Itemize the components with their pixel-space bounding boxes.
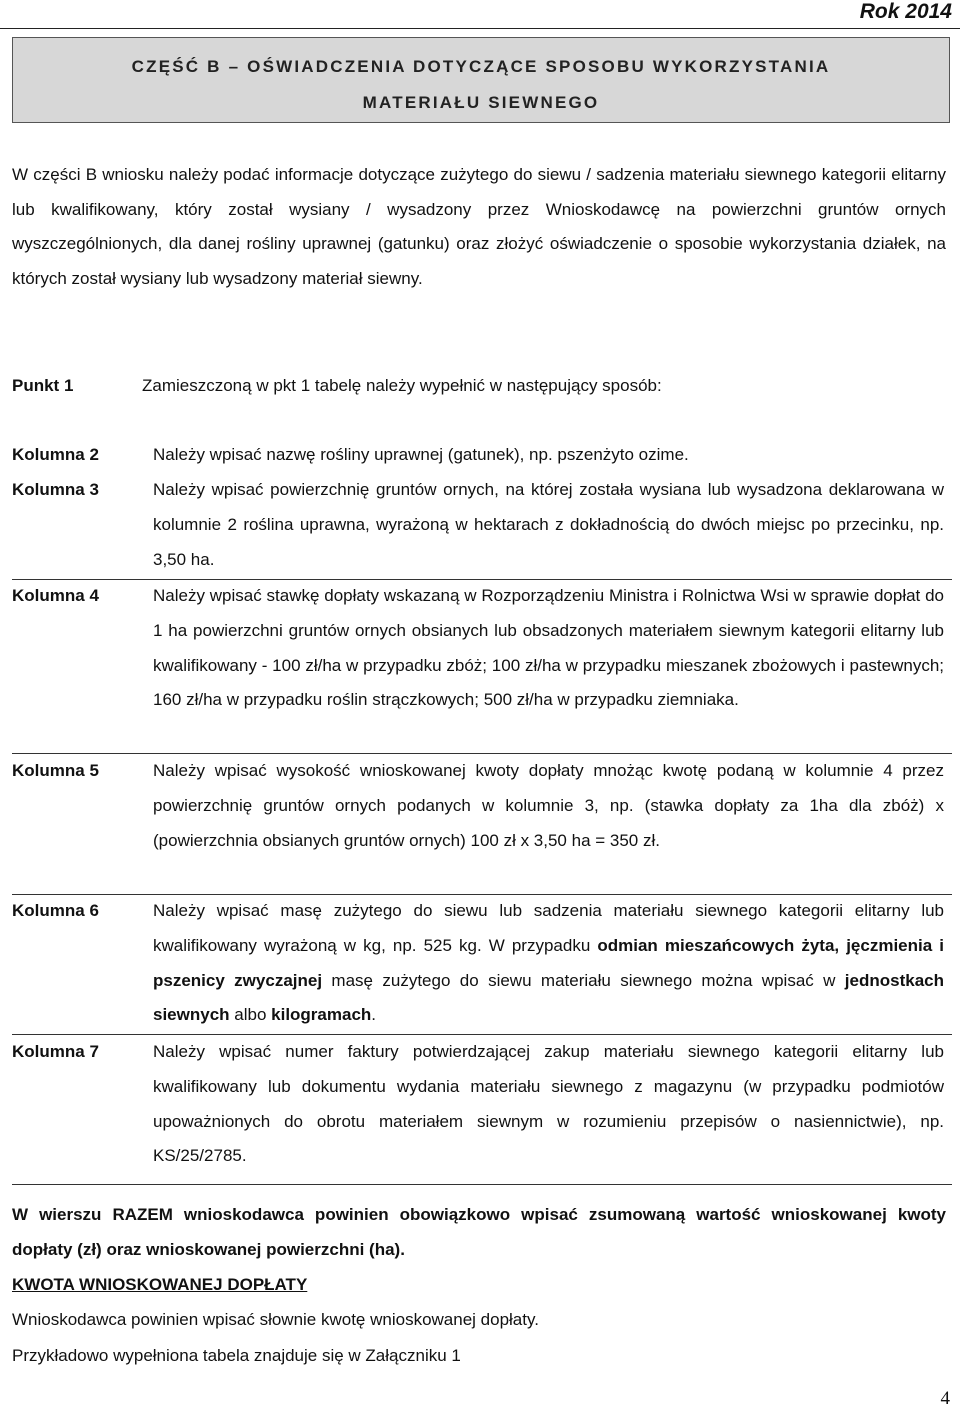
column-6-text: . [371,1005,377,1025]
column-2-text: Należy wpisać nazwę rośliny uprawnej (gatunek), np. pszenżyto ozime. [153,445,689,464]
kwota-heading: KWOTA WNIOSKOWANEJ DOPŁATY [12,1275,308,1294]
column-3-description [153,473,944,577]
document-year: Rok 2014 [859,0,952,23]
punkt-instruction: Zamieszczoną w pkt 1 tabelę należy wypełnić w następujący sposób: [142,376,662,395]
section-title-banner [12,37,950,123]
page-number: 4 [940,1388,950,1409]
column-divider [12,1184,952,1185]
column-6-description [153,894,944,1033]
section-title-line-1: CZĘŚĆ B – OŚWIADCZENIA DOTYCZĄCE SPOSOBU WYKORZYSTANIA [131,57,831,76]
column-4-label: Kolumna 4 [12,586,99,605]
summary-paragraph: W wierszu RAZEM wnioskodawca powinien obowiązkowo wpisać zsumowaną wartość wnioskowanej kwoty dopłaty (zł) oraz wnioskowanej powierzchni (ha). [12,1205,946,1259]
column-6-text: Należy wpisać masę zużytego do siewu lub sadzenia materiału siewnego kategorii elitarny lub kwalifikowany wyrażoną w kg, np. 525 kg. W przypadku [153,901,944,955]
column-4-text: Należy wpisać stawkę dopłaty wskazaną w Rozporządzeniu Ministra i Rolnictwa Wsi w sprawie dopłat do 1 ha powierzchni gruntów ornych obsianych lub obsadzonych materiałem siewnym kategorii elitarny lub kwalifikowany - 100 zł/ha w przypadku zbóż; 100 zł/ha w przypadku mieszanek zbożowych i pastewnych; 160 zł/ha w przypadku roślin strączkowych; 500 zł/ha w przypadku ziemniaka. [153,586,944,710]
punkt-label: Punkt 1 [12,376,74,395]
example-note: Przykładowo wypełniona tabela znajduje się w Załączniku 1 [12,1346,461,1365]
column-6-bold-varieties: odmian mieszańcowych żyta, jęczmienia i pszenicy zwyczajnej [153,935,944,990]
section-title-line-2: MATERIAŁU SIEWNEGO [362,93,600,112]
column-4-description [153,579,944,718]
column-6-label: Kolumna 6 [12,901,99,920]
column-6-bold-kilograms: kilogramach [271,1005,372,1025]
column-3-label: Kolumna 3 [12,480,99,499]
column-2-description [153,438,944,473]
column-6-text: albo [229,1005,272,1025]
column-5-description [153,754,944,858]
column-5-label: Kolumna 5 [12,761,99,780]
column-2-label: Kolumna 2 [12,445,99,464]
column-7-description [153,1035,944,1174]
column-5-text: Należy wpisać wysokość wnioskowanej kwoty dopłaty mnożąc kwotę podaną w kolumnie 4 przez powierzchnię gruntów ornych podanych w kolumnie 3, np. (stawka dopłaty za 1ha dla zbóż) x (powierzchnia obsianych gruntów ornych) 100 zł x 3,50 ha = 350 zł. [153,761,944,850]
column-6-bold-seed-units: jednostkach siewnych [153,970,944,1025]
header-divider [0,28,960,29]
column-7-label: Kolumna 7 [12,1042,99,1061]
column-6-text: masę zużytego do siewu materiału siewnego można wpisać w [322,970,845,990]
kwota-instruction: Wnioskodawca powinien wpisać słownie kwotę wnioskowanej dopłaty. [12,1310,539,1329]
intro-paragraph: W części B wniosku należy podać informacje dotyczące zużytego do siewu / sadzenia materiału siewnego kategorii elitarny lub kwalifikowany, który został wysiany / wysadzony przez Wnioskodawcę na powierzchni gruntów ornych wyszczególnionych, dla danej rośliny uprawnej (gatunku) oraz złożyć oświadczenie o sposobie wykorzystania działek, na których został wysiany lub wysadzony materiał siewny. [12,165,946,288]
column-3-text: Należy wpisać powierzchnię gruntów ornych, na której została wysiana lub wysadzona deklarowana w kolumnie 2 roślina uprawna, wyrażoną w hektarach z dokładnością do dwóch miejsc po przecinku, np. 3,50 ha. [153,480,944,569]
column-7-text: Należy wpisać numer faktury potwierdzającej zakup materiału siewnego kategorii elitarny lub kwalifikowany lub dokumentu wydania materiału siewnego z magazynu (w przypadku podmiotów upoważnionych do obrotu materiałem siewnym w rozumieniu przepisów o nasiennictwie), np. KS/25/2785. [153,1042,944,1166]
